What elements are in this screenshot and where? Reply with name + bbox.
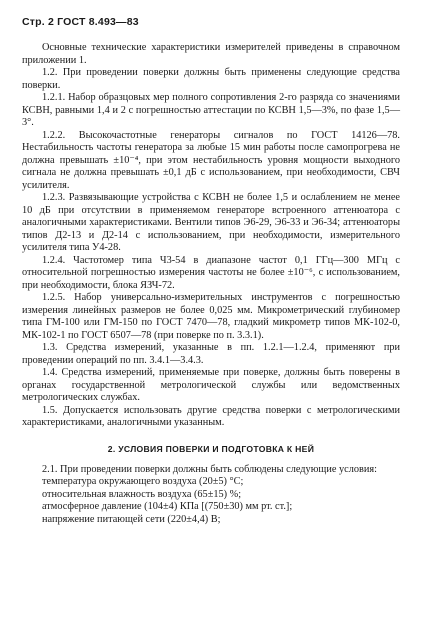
paragraph: 1.2.1. Набор образцовых мер полного сопротивления 2-го разряда со значениями КСВН, равными 1,4 и 2 с погрешностью аттестации по КСВН 1,5—3%, по фазе 1,5—3°.: [22, 92, 400, 128]
paragraph: 1.5. Допускается использовать другие средства поверки с метрологическими характеристиками, аналогичными указанным.: [22, 404, 400, 428]
paragraph: 1.4. Средства измерений, применяемые при поверке, должны быть поверены в органах государственной метрологической службы или ведомственных метрологических службах.: [22, 367, 400, 403]
conditions-list: [22, 476, 400, 526]
paragraph: 1.2. При проведении поверки должны быть применены следующие средства поверки.: [22, 67, 400, 91]
page-header: Стр. 2 ГОСТ 8.493—83: [22, 16, 139, 28]
paragraph: 1.3. Средства измерений, указанные в пп. 1.2.1—1.2.4, применяют при проведении операций по пп. 3.4.1—3.4.3.: [22, 342, 400, 366]
paragraph: Основные технические характеристики измерителей приведены в справочном приложении 1.: [22, 42, 400, 66]
paragraph: 1.2.4. Частотомер типа Ч3-54 в диапазоне частот 0,1 ГГц—300 МГц с относительной погрешностью измерения частоты не более ±10⁻⁶, с использованием, при необходимости, блока ЯЗЧ-72.: [22, 254, 400, 291]
paragraph: 1.2.3. Развязывающие устройства с КСВН не более 1,5 и ослаблением не менее 10 дБ при отсутствии в применяемом генераторе встроенного аттенюатора с аналогичными характеристиками. Вентили типов Э6-29, Э6-33 и Э6-34; аттенюаторы типов Д2-13 и Д2-14 с использованием, при необходимости, измерительного усилителя типа У4-28.: [22, 192, 400, 253]
paragraph: 1.2.2. Высокочастотные генераторы сигналов по ГОСТ 14126—78. Нестабильность частоты генератора за любые 15 мин работы после самопрогрева не должна превышать ±10⁻⁴, при этом нестабильность уровня мощности выходного сигнала не должна превышать ±0,1 дБ с использованием, при необходимости, СВЧ усилителя.: [22, 129, 400, 191]
list-item: температура окружающего воздуха (20±5) °С;: [42, 476, 244, 487]
section-2-intro: 2.1. При проведении поверки должны быть соблюдены следующие условия:: [42, 463, 377, 475]
section-1-body: [22, 42, 400, 430]
list-item: относительная влажность воздуха (65±15) %;: [42, 488, 242, 500]
list-item: атмосферное давление (104±4) КПа [(750±30) мм рт. ст.];: [42, 501, 293, 512]
section-2-title: 2. УСЛОВИЯ ПОВЕРКИ И ПОДГОТОВКА К НЕЙ: [107, 443, 315, 454]
paragraph: 1.2.5. Набор универсально-измерительных инструментов с погрешностью измерения линейных размеров не более 0,025 мм. Микрометрический глубиномер типа ГМ-100 или ГМ-150 по ГОСТ 7470—78, гладкий микрометр типов МК-102-0, МК-102-1 по ГОСТ 6507—78 (при поверке по п. 3.3.1).: [22, 292, 400, 341]
document-page: [22, 14, 400, 526]
list-item: напряжение питающей сети (220±4,4) В;: [42, 513, 221, 525]
